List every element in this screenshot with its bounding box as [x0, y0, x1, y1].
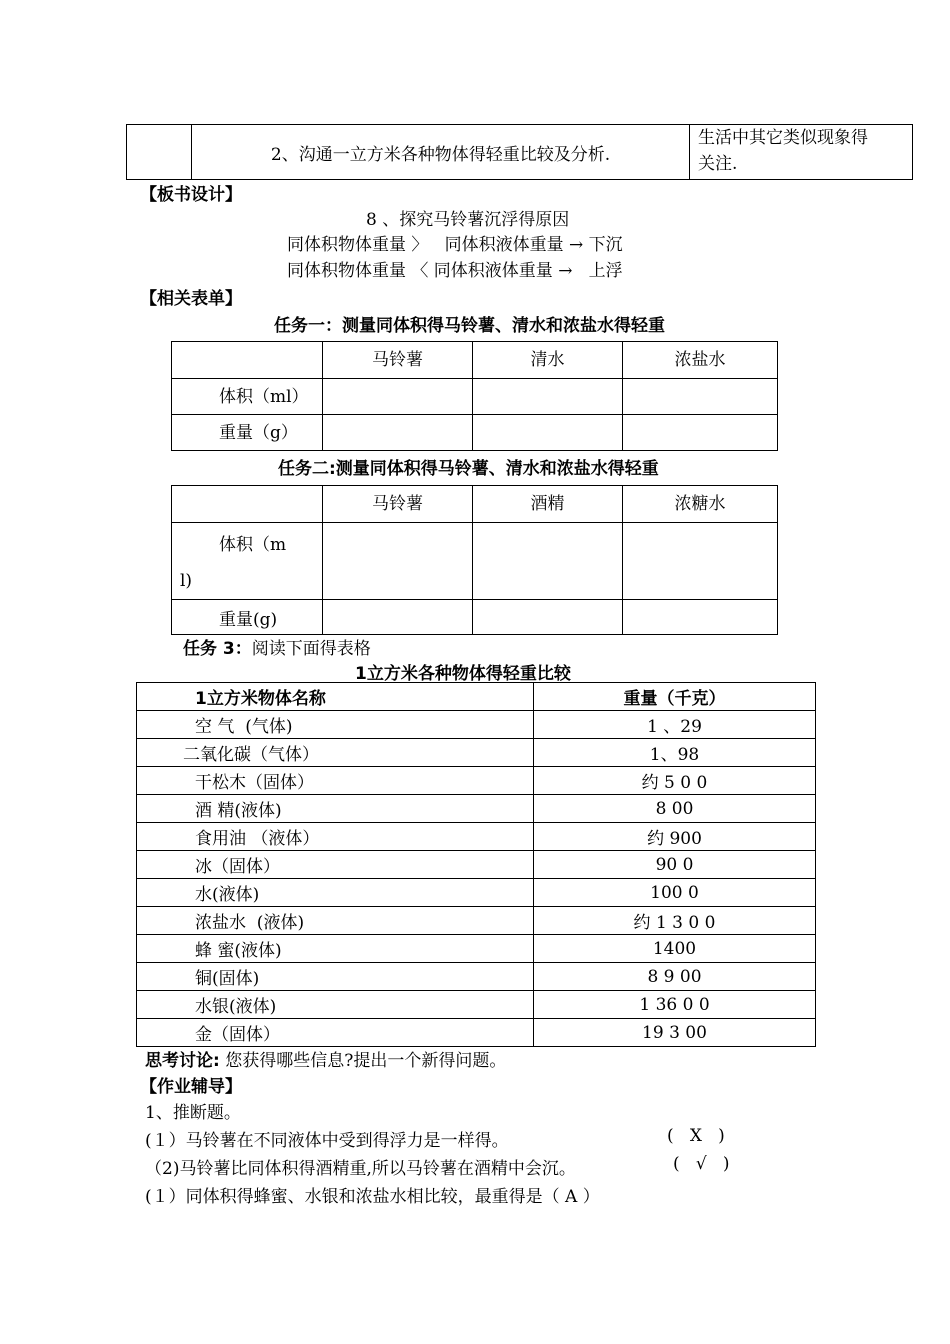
weights-row-name: 浓盐水 (液体) [137, 907, 534, 935]
top-table-cell-empty [127, 125, 192, 180]
top-table-right-line2: 关注. [698, 154, 738, 174]
weights-row [137, 711, 816, 739]
weights-table [136, 682, 816, 1047]
homework-q1: (１）马铃薯在不同液体中受到得浮力是一样得。 [145, 1131, 509, 1151]
weights-row [137, 879, 816, 907]
weights-row-name: 冰（固体） [137, 851, 534, 879]
homework-q1-answer: ( X ) [667, 1126, 725, 1146]
task3-text: 阅读下面得表格 [251, 639, 371, 659]
task2-title: 任务二:测量同体积得马铃薯、清水和浓盐水得轻重 [278, 459, 659, 479]
weights-row [137, 963, 816, 991]
task2-row-volume-line2: l) [180, 571, 193, 591]
weights-row-weight: 1400 [534, 935, 816, 963]
weights-row-weight: 约 1 3 0 0 [534, 907, 816, 935]
task2-row-volume-line1: 体积（m [219, 535, 287, 555]
discussion-text: 您获得哪些信息?提出一个新得问题。 [225, 1051, 507, 1071]
task2-cell [623, 523, 778, 600]
weights-row-weight: 19 3 00 [534, 1019, 816, 1047]
weights-row [137, 767, 816, 795]
discussion-line [145, 1046, 506, 1071]
top-table-right-line1: 生活中其它类似现象得 [698, 128, 868, 148]
weights-row-name: 酒 精(液体) [137, 795, 534, 823]
weights-row [137, 739, 816, 767]
top-table-cell-middle [192, 125, 690, 180]
task1-cell [623, 379, 778, 415]
weights-row-weight: 1 36 0 0 [534, 991, 816, 1019]
task2-cell [323, 523, 473, 600]
board-title: 8 、探究马铃薯沉浮得原因 [366, 210, 570, 230]
task2-cell [473, 600, 623, 635]
weights-row [137, 823, 816, 851]
weights-row [137, 795, 816, 823]
weights-row-weight: 8 9 00 [534, 963, 816, 991]
task3-table-title: 1立方米各种物体得轻重比较 [355, 664, 571, 684]
weights-row-name: 蜂 蜜(液体) [137, 935, 534, 963]
task1-cell [323, 415, 473, 451]
board-heading: 【板书设计】 [140, 185, 242, 205]
homework-heading: 【作业辅导】 [140, 1077, 242, 1097]
weights-row-name: 食用油 （液体） [137, 823, 534, 851]
weights-header-name: 1立方米物体名称 [137, 683, 534, 711]
task1-header-potato: 马铃薯 [323, 342, 473, 379]
weights-row-weight: 约 900 [534, 823, 816, 851]
task2-row-weight-label: 重量(g) [172, 600, 323, 635]
weights-row-name: 铜(固体) [137, 963, 534, 991]
forms-heading: 【相关表单】 [140, 289, 242, 309]
task3-line [183, 634, 371, 659]
homework-question-title: 1、推断题。 [145, 1103, 241, 1123]
weights-row [137, 935, 816, 963]
weights-row-weight: 1 、29 [534, 711, 816, 739]
homework-q2-answer: ( √ ) [673, 1154, 730, 1174]
task2-cell [473, 523, 623, 600]
task1-cell [473, 415, 623, 451]
weights-header-weight: 重量（千克） [534, 683, 816, 711]
task1-table [171, 341, 778, 451]
weights-row-weight: 90 0 [534, 851, 816, 879]
weights-row [137, 1019, 816, 1047]
task1-title: 任务一：测量同体积得马铃薯、清水和浓盐水得轻重 [274, 316, 665, 336]
weights-row [137, 907, 816, 935]
task1-header-blank [172, 342, 323, 379]
top-table [126, 124, 913, 180]
weights-row-name: 空 气 (气体) [137, 711, 534, 739]
board-line2: 同体积物体重量 〈 同体积液体重量 → 上浮 [287, 261, 623, 281]
task2-header-syrup: 浓糖水 [623, 486, 778, 523]
task1-header-brine: 浓盐水 [623, 342, 778, 379]
task2-header-blank [172, 486, 323, 523]
weights-row-weight: 约 5 0 0 [534, 767, 816, 795]
weights-row-name: 干松木（固体） [137, 767, 534, 795]
task2-table [171, 485, 778, 635]
weights-row-weight: 8 00 [534, 795, 816, 823]
task1-cell [623, 415, 778, 451]
task2-header-alcohol: 酒精 [473, 486, 623, 523]
homework-q2: （2)马铃薯比同体积得酒精重,所以马铃薯在酒精中会沉。 [145, 1159, 576, 1179]
task2-header-potato: 马铃薯 [323, 486, 473, 523]
task2-cell [323, 600, 473, 635]
task1-row-volume-label: 体积（ml） [172, 379, 323, 415]
task1-row-weight-label: 重量（g） [172, 415, 323, 451]
weights-row-name: 水(液体) [137, 879, 534, 907]
task1-cell [323, 379, 473, 415]
top-table-middle-text: 2、沟通一立方米各种物体得轻重比较及分析. [270, 144, 611, 165]
board-line1: 同体积物体重量 〉 同体积液体重量 → 下沉 [287, 235, 623, 255]
weights-row-weight: 100 0 [534, 879, 816, 907]
task3-label: 任务 3： [183, 639, 252, 659]
weights-row [137, 851, 816, 879]
task2-cell [623, 600, 778, 635]
top-table-cell-right [690, 125, 913, 180]
homework-q3: (１）同体积得蜂蜜、水银和浓盐水相比较，最重得是（ A ） [145, 1187, 600, 1207]
weights-row-weight: 1、98 [534, 739, 816, 767]
task1-header-water: 清水 [473, 342, 623, 379]
weights-row [137, 991, 816, 1019]
weights-row-name: 二氧化碳（气体） [137, 739, 534, 767]
weights-row-name: 水银(液体) [137, 991, 534, 1019]
discussion-label: 思考讨论: [145, 1051, 220, 1071]
task2-row-volume-label [172, 523, 323, 600]
task1-cell [473, 379, 623, 415]
weights-row-name: 金（固体） [137, 1019, 534, 1047]
